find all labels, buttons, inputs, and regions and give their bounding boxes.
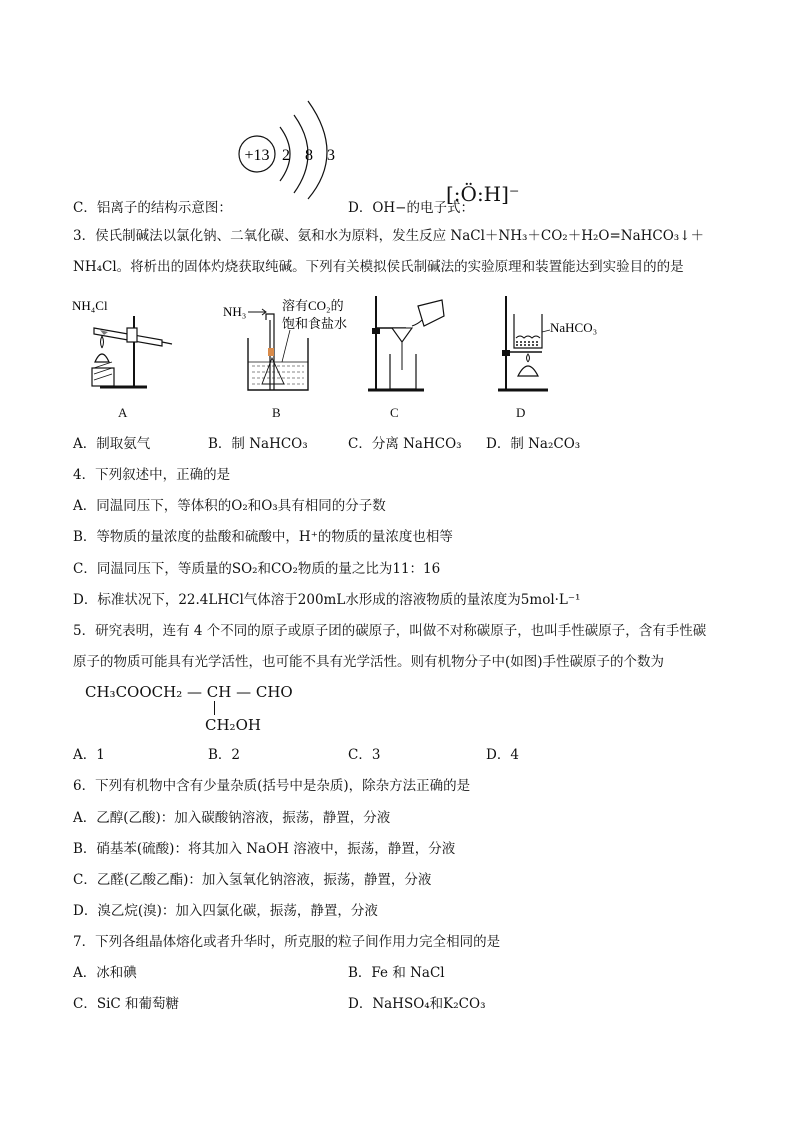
q3-stem-line1: 3．侯氏制碱法以氯化钠、二氧化碳、氨和水为原料，发生反应 NaCl＋NH₃＋CO₂＋H₂O=NaHCO₃↓＋ <box>73 228 705 244</box>
nh4cl-label: NH₄Cl <box>72 298 108 313</box>
aluminum-ion-structure-diagram <box>228 95 348 200</box>
q3-option-a: A．制取氨气 <box>73 436 151 452</box>
q4-option-a: A．同温同压下，等体积的O₂和O₃具有相同的分子数 <box>73 498 386 514</box>
nucleus-charge: +13 <box>244 147 270 164</box>
q7-option-d: D．NaHSO₄和K₂CO₃ <box>348 996 486 1012</box>
shell-1-electrons: 2 <box>282 147 290 164</box>
nh3-label: NH₃ <box>223 304 247 319</box>
q2-option-c: C．铝离子的结构示意图： <box>73 200 232 216</box>
q4-stem: 4．下列叙述中，正确的是 <box>73 467 231 483</box>
q4-option-d: D．标准状况下，22.4LHCl气体溶于200mL水形成的溶液物质的量浓度为5mol·L⁻¹ <box>73 592 581 608</box>
apparatus-c-label: C <box>390 405 399 420</box>
apparatus-c <box>362 292 452 398</box>
q3-stem-line2: NH₄Cl。将析出的固体灼烧获取纯碱。下列有关模拟侯氏制碱法的实验原理和装置能达到实验目的的是 <box>73 259 684 275</box>
apparatus-a <box>72 292 182 398</box>
apparatus-b <box>218 292 358 398</box>
q3-option-d: D．制 Na₂CO₃ <box>486 436 581 452</box>
solution-label-2: 饱和食盐水 <box>282 316 348 331</box>
q2-option-d: D．OH−的电子式： <box>348 200 474 216</box>
q7-option-a: A．冰和碘 <box>73 965 137 981</box>
apparatus-b-label: B <box>272 405 281 420</box>
solution-label-1: 溶有CO₂的 <box>282 298 344 313</box>
q5-option-b: B．2 <box>208 747 241 763</box>
q6-option-a: A．乙醇(乙酸)：加入碳酸钠溶液，振荡，静置，分液 <box>73 810 391 826</box>
q6-option-c: C．乙醛(乙酸乙酯)：加入氢氧化钠溶液，振荡，静置，分液 <box>73 872 432 888</box>
q5-branch-group: CH₂OH <box>205 716 261 734</box>
q5-structural-formula: CH₃COOCH₂ — CH — CHO <box>85 683 293 701</box>
shell-3-electrons: 3 <box>327 147 335 164</box>
q5-stem-line2: 原子的物质可能具有光学活性，也可能不具有光学活性。则有机物分子中(如图)手性碳原子的个数为 <box>73 654 665 670</box>
q7-stem: 7．下列各组晶体熔化或者升华时，所克服的粒子间作用力完全相同的是 <box>73 934 501 950</box>
apparatus-d <box>490 292 620 398</box>
oh-electron-formula: [:Ö:H]⁻ <box>446 182 520 206</box>
q3-option-b: B．制 NaHCO₃ <box>208 436 308 452</box>
q6-stem: 6．下列有机物中含有少量杂质(括号中是杂质)，除杂方法正确的是 <box>73 778 471 794</box>
q6-option-d: D．溴乙烷(溴)：加入四氯化碳，振荡，静置，分液 <box>73 903 378 919</box>
apparatus-d-label: D <box>516 405 526 420</box>
q6-option-b: B．硝基苯(硫酸)：将其加入 NaOH 溶液中，振荡，静置，分液 <box>73 841 456 857</box>
q5-option-a: A．1 <box>73 747 105 763</box>
nahco3-label: NaHCO₃ <box>550 320 598 335</box>
q7-option-c: C．SiC 和葡萄糖 <box>73 996 180 1012</box>
q5-branch-bond <box>214 701 215 715</box>
q3-option-c: C．分离 NaHCO₃ <box>348 436 462 452</box>
apparatus-a-label: A <box>118 405 128 420</box>
q4-option-c: C．同温同压下，等质量的SO₂和CO₂物质的量之比为11：16 <box>73 561 441 577</box>
q5-option-d: D．4 <box>486 747 519 763</box>
q7-option-b: B．Fe 和 NaCl <box>348 965 445 981</box>
q5-stem-line1: 5．研究表明，连有 4 个不同的原子或原子团的碳原子，叫做不对称碳原子，也叫手性碳原子，含有手性碳 <box>73 623 707 639</box>
shell-2-electrons: 8 <box>305 147 313 164</box>
q4-option-b: B．等物质的量浓度的盐酸和硫酸中，H⁺的物质的量浓度也相等 <box>73 529 453 545</box>
q5-option-c: C．3 <box>348 747 381 763</box>
